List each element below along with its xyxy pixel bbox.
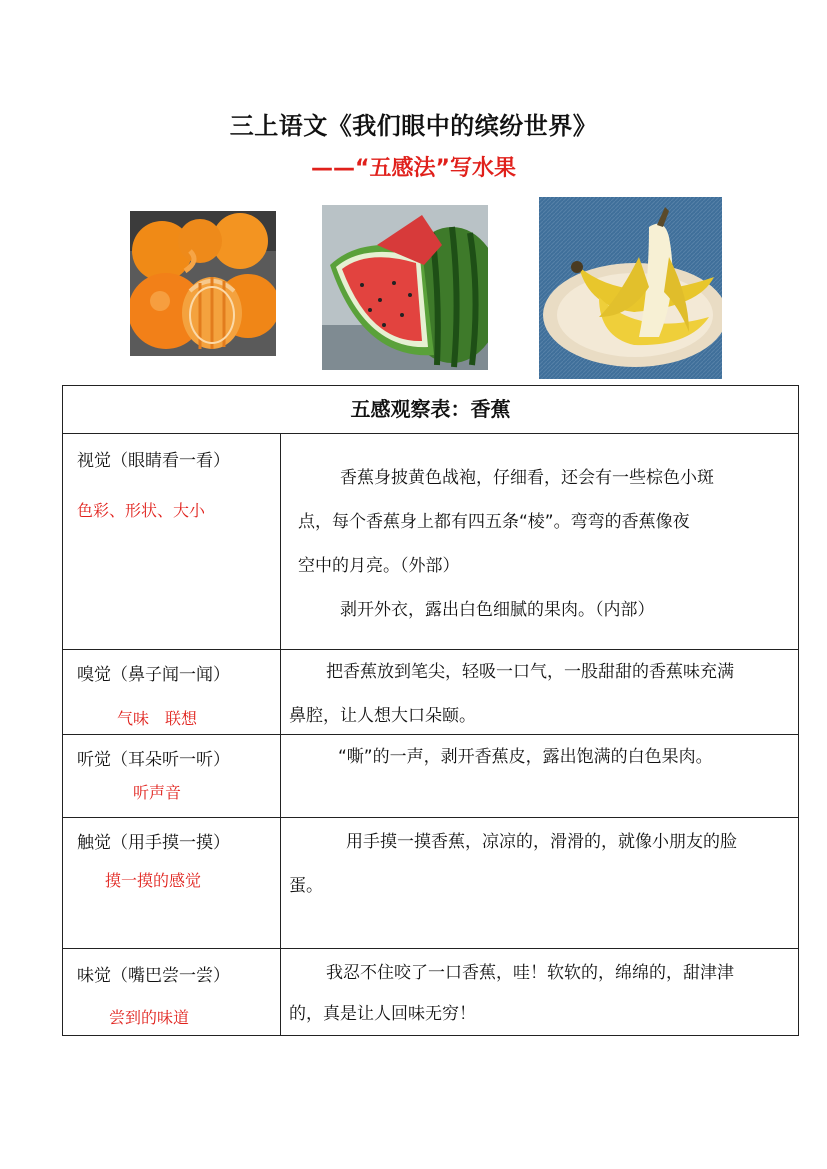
table-row-smell — [63, 650, 799, 735]
sense-cell-touch — [63, 818, 281, 949]
desc-cell-taste — [281, 949, 799, 1036]
table-row-taste — [63, 949, 799, 1036]
desc-line: “嘶”的一声，剥开香蕉皮，露出饱满的白色果肉。 — [338, 747, 713, 767]
table-title: 五感观察表：香蕉 — [350, 397, 511, 421]
desc-line: 把香蕉放到笔尖，轻吸一口气，一股甜甜的香蕉味充满 — [326, 662, 734, 682]
doc-subtitle: ——“五感法”写水果 — [311, 156, 516, 181]
doc-title: 三上语文《我们眼中的缤纷世界》 — [229, 112, 598, 140]
desc-line: 剥开外衣，露出白色细腻的果肉。（内部） — [340, 600, 655, 620]
table-header — [63, 386, 799, 434]
desc-cell-smell — [281, 650, 799, 735]
sense-cell-sight — [63, 434, 281, 650]
table-row-sight — [63, 434, 799, 650]
sense-label: 味觉（嘴巴尝一尝） — [77, 966, 230, 986]
sense-hint: 听声音 — [133, 783, 182, 802]
sense-hint: 气味 联想 — [117, 709, 198, 728]
desc-line: 点，每个香蕉身上都有四五条“棱”。弯弯的香蕉像夜 — [298, 512, 690, 532]
table-row-hearing — [63, 735, 799, 818]
sense-label: 触觉（用手摸一摸） — [77, 833, 230, 853]
sense-label: 听觉（耳朵听一听） — [77, 750, 230, 770]
sense-label: 嗅觉（鼻子闻一闻） — [77, 665, 230, 685]
desc-line: 香蕉身披黄色战袍，仔细看，还会有一些棕色小斑 — [340, 468, 714, 488]
five-senses-table — [62, 385, 799, 1036]
tangerine-photo — [130, 211, 276, 356]
sense-hint: 尝到的味道 — [109, 1008, 190, 1027]
banana-photo — [539, 197, 722, 379]
desc-line: 我忍不住咬了一口香蕉，哇！软软的，绵绵的，甜津津 — [326, 963, 734, 983]
desc-line: 空中的月亮。（外部） — [298, 556, 460, 576]
desc-line: 用手摸一摸香蕉，凉凉的，滑滑的，就像小朋友的脸 — [346, 832, 737, 852]
desc-cell-hearing — [281, 735, 799, 818]
desc-line: 蛋。 — [289, 876, 323, 896]
sense-cell-smell — [63, 650, 281, 735]
desc-cell-touch — [281, 818, 799, 949]
sense-label: 视觉（眼睛看一看） — [77, 451, 230, 471]
desc-line: 鼻腔，让人想大口朵颐。 — [289, 706, 476, 726]
desc-cell-sight — [281, 434, 799, 650]
sense-hint: 色彩、形状、大小 — [77, 501, 206, 520]
sense-cell-hearing — [63, 735, 281, 818]
sense-hint: 摸一摸的感觉 — [105, 871, 202, 890]
table-row-touch — [63, 818, 799, 949]
sense-cell-taste — [63, 949, 281, 1036]
watermelon-photo — [322, 205, 488, 370]
desc-line: 的，真是让人回味无穷！ — [289, 1004, 476, 1024]
